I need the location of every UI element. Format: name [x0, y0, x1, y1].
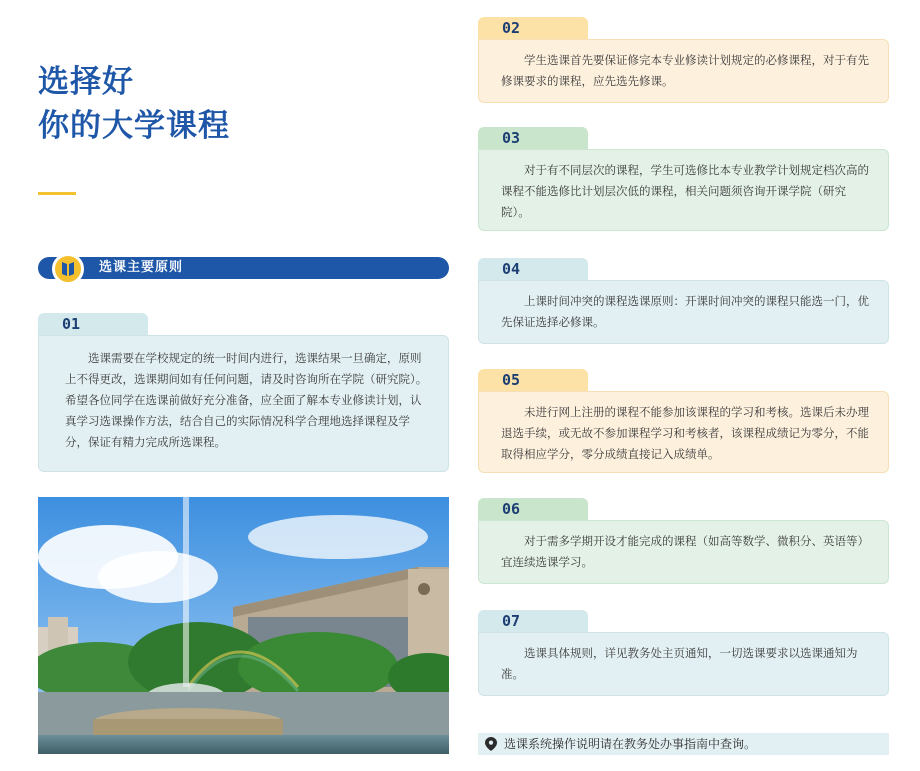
- principle-card-02: [478, 17, 889, 103]
- card-text: 对于有不同层次的课程，学生可选修比本专业教学计划规定档次高的课程不能选修比计划层次低的课程，相关问题须咨询开课学院（研究院）。: [478, 149, 889, 231]
- card-text: 学生选课首先要保证修完本专业修读计划规定的必修课程，对于有先修课要求的课程，应先选先修课。: [478, 39, 889, 103]
- card-number: 01: [62, 315, 81, 333]
- card-tab: [478, 258, 588, 280]
- card-number: 05: [502, 371, 521, 389]
- footer-note: [478, 733, 889, 755]
- principle-card-04: [478, 258, 889, 344]
- page-title-line-1: 选择好: [38, 64, 134, 100]
- card-text: 上课时间冲突的课程选课原则：开课时间冲突的课程只能选一门，优先保证选择必修课。: [478, 280, 889, 344]
- card-number: 04: [502, 260, 521, 278]
- principle-card-01: [38, 313, 449, 472]
- principle-card-06: [478, 498, 889, 584]
- card-tab: [478, 369, 588, 391]
- card-tab: [478, 17, 588, 39]
- card-number: 06: [502, 500, 521, 518]
- principle-card-03: [478, 127, 889, 231]
- card-tab: [38, 313, 148, 335]
- principles-label: 选课主要原则: [99, 260, 184, 275]
- principle-card-07: [478, 610, 889, 696]
- card-tab: [478, 127, 588, 149]
- card-text: 未进行网上注册的课程不能参加该课程的学习和考核。选课后未办理退选手续，或无故不参加课程学习和考核者，该课程成绩记为零分，不能取得相应学分，零分成绩直接记入成绩单。: [478, 391, 889, 473]
- card-number: 02: [502, 19, 521, 37]
- principle-card-05: [478, 369, 889, 473]
- card-text: 选课具体规则，详见教务处主页通知，一切选课要求以选课通知为准。: [478, 632, 889, 696]
- card-text: 选课需要在学校规定的统一时间内进行，选课结果一旦确定，原则上不得更改，选课期间如有任何问题，请及时咨询所在学院（研究院）。希望各位同学在选课前做好充分准备，应全面了解本专业修读计划，认真学习选课操作方法，结合自己的实际情况科学合理地选择课程及学分，保证有精力完成所选课程。: [38, 335, 449, 472]
- footer-text: 选课系统操作说明请在教务处办事指南中查询。: [504, 737, 757, 751]
- card-number: 07: [502, 612, 521, 630]
- card-text: 对于需多学期开设才能完成的课程（如高等数学、微积分、英语等）宜连续选课学习。: [478, 520, 889, 584]
- card-number: 03: [502, 129, 521, 147]
- title-underline: [38, 192, 76, 195]
- card-tab: [478, 610, 588, 632]
- page-title: [38, 60, 230, 148]
- campus-photo: [38, 497, 449, 754]
- book-icon: [60, 260, 76, 278]
- location-pin-icon: [485, 737, 497, 751]
- page-title-line-2: 你的大学课程: [38, 108, 230, 144]
- card-tab: [478, 498, 588, 520]
- principles-badge: [52, 253, 84, 285]
